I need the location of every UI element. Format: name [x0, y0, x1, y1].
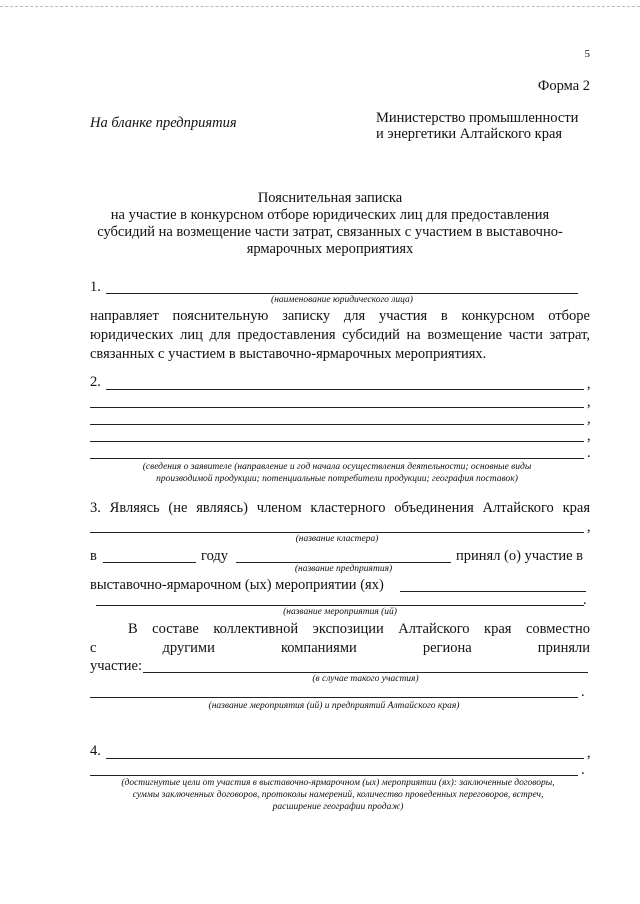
collective-text [90, 620, 590, 658]
period: . [587, 445, 591, 461]
comma: , [587, 394, 591, 410]
comma: , [587, 411, 591, 427]
text-line: связанных с участием в выставочно-ярмарочных мероприятиях. [90, 346, 487, 362]
page-number: 5 [584, 48, 590, 60]
section-1-text [90, 307, 590, 364]
text-line: В составе коллективной экспозиции Алтайского края совместно [128, 621, 590, 637]
applicant-info-caption [90, 461, 584, 485]
period: . [581, 762, 585, 778]
form-label: Форма 2 [537, 78, 590, 94]
letterhead-note: На бланке предприятия [90, 115, 237, 131]
section-1-number: 1. [90, 279, 101, 295]
event-text: выставочно-ярмарочном (ых) мероприятии (ях) [90, 577, 384, 593]
event-enterprises-field[interactable] [90, 697, 578, 698]
section-2-number: 2. [90, 374, 101, 390]
applicant-info-field[interactable] [90, 458, 584, 459]
event-name-field[interactable] [400, 591, 586, 592]
section-3-intro: 3. Являясь (не являясь) членом кластерного объединения Алтайского края [90, 500, 590, 516]
participation-label: участие: [90, 658, 142, 674]
cluster-name-caption: (название кластера) [295, 534, 379, 544]
title-line: Пояснительная записка [257, 190, 403, 206]
applicant-info-field[interactable] [90, 407, 584, 408]
caption-line: (достигнутые цели от участия в выставочно-ярмарочном (ых) мероприятии (ях): заключенные договоры, [121, 778, 555, 788]
participation-caption: (в случае такого участия) [312, 674, 419, 684]
text-line: с другими компаниями региона приняли [90, 640, 590, 656]
word-in: в [90, 548, 97, 564]
addressee [376, 110, 578, 142]
event-enterprises-caption: (название мероприятия (ий) и предприятий Алтайского края) [208, 701, 460, 711]
enterprise-name-caption: (название предприятия) [294, 564, 393, 574]
caption-line: суммы заключенных договоров, протоколы намерений, количество проведенных переговоров, встреч, [132, 790, 544, 800]
participated-text: принял (о) участие в [456, 548, 584, 564]
comma: , [587, 745, 591, 761]
addressee-line: и энергетики Алтайского края [376, 126, 563, 142]
addressee-line: Министерство промышленности [376, 110, 579, 126]
title-line: ярмарочных мероприятиях [246, 241, 414, 257]
period: . [583, 592, 587, 608]
text-line: юридических лиц для предоставления субсидий на возмещение части затрат, [90, 327, 590, 343]
word-year: году [201, 548, 229, 564]
text-line: направляет пояснительную записку для участия в конкурсном отборе [90, 308, 590, 324]
comma: , [587, 519, 591, 535]
title-line: субсидий на возмещение части затрат, связанных с участием в выставочно- [97, 224, 563, 240]
applicant-info-field[interactable] [90, 441, 584, 442]
scan-edge-rule [0, 6, 640, 7]
applicant-info-field[interactable] [106, 389, 584, 390]
period: . [581, 684, 585, 700]
comma: , [587, 428, 591, 444]
results-field[interactable] [106, 758, 584, 759]
results-caption [80, 777, 596, 813]
title-line: на участие в конкурсном отборе юридических лиц для предоставления [110, 207, 550, 223]
section-4-number: 4. [90, 743, 101, 759]
caption-line: производимой продукции; потенциальные потребители продукции; география поставок) [156, 474, 518, 484]
results-field[interactable] [90, 775, 578, 776]
document-title [70, 190, 590, 258]
year-field[interactable] [103, 562, 196, 563]
caption-line: (сведения о заявителе (направление и год начала осуществления деятельности; основные виды [142, 462, 532, 472]
company-name-caption: (наименование юридического лица) [271, 295, 413, 305]
event-name-caption: (название мероприятия (ий) [283, 607, 397, 617]
caption-line: расширение географии продаж) [272, 802, 404, 812]
applicant-info-field[interactable] [90, 424, 584, 425]
comma: , [587, 376, 591, 392]
